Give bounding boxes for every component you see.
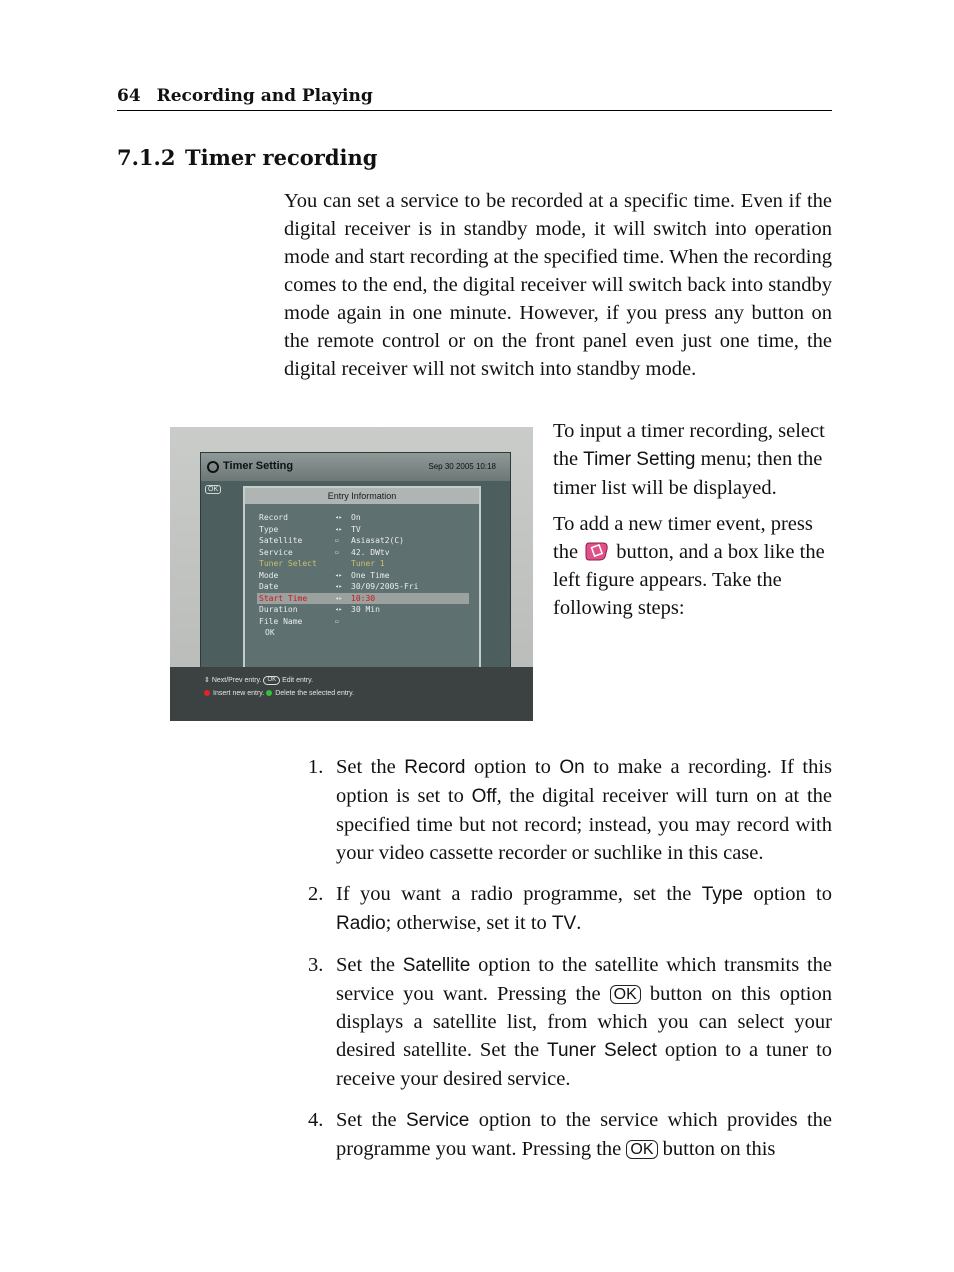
list-item xyxy=(308,1106,832,1163)
footer-insert: Insert new entry. xyxy=(213,690,265,697)
entry-label: Type xyxy=(259,524,279,534)
entry-value: On xyxy=(351,513,361,522)
red-function-button-icon xyxy=(585,541,609,561)
screen-datetime: Sep 30 2005 10:18 xyxy=(428,462,496,471)
entry-value: 30 Min xyxy=(351,605,380,614)
option-name: Satellite xyxy=(402,955,471,976)
text: button, and a box like the left figure appears. Take the following steps: xyxy=(553,541,825,619)
up-down-icon: ⇕ xyxy=(204,677,212,684)
entry-row xyxy=(257,570,469,582)
entry-value: 10:30 xyxy=(351,593,376,603)
list-item xyxy=(308,951,832,1093)
screen-footer xyxy=(170,667,533,721)
arrows-icon: ◂▸ xyxy=(335,606,343,613)
entry-label: Mode xyxy=(259,570,279,580)
entry-row xyxy=(257,524,469,536)
entry-label: Service xyxy=(259,547,293,557)
entry-label: OK xyxy=(265,628,275,637)
entry-label: Date xyxy=(259,582,279,591)
section-title: Timer recording xyxy=(185,145,378,170)
entry-row-selected xyxy=(257,593,469,605)
entry-label: Satellite xyxy=(259,536,303,545)
red-dot-icon xyxy=(204,690,210,696)
arrows-icon: ◂▸ xyxy=(335,583,343,590)
step-number: 2. xyxy=(308,883,324,905)
entry-row xyxy=(257,616,469,628)
menu-name-timer-setting: Timer Setting xyxy=(583,449,696,470)
step-number: 3. xyxy=(308,954,324,976)
entry-row xyxy=(257,512,469,524)
ok-button-icon: OK xyxy=(626,1140,657,1159)
clock-icon xyxy=(207,461,219,473)
ok-button-icon: OK xyxy=(610,985,641,1004)
entry-value: Tuner 1 xyxy=(351,559,385,568)
footer-next-prev: Next/Prev entry. xyxy=(211,677,262,684)
dialog-title: Entry Information xyxy=(245,488,479,504)
entry-information-dialog xyxy=(243,486,481,678)
option-name: Tuner Select xyxy=(547,1040,657,1061)
text: Set the xyxy=(336,954,395,976)
option-value: On xyxy=(559,757,585,778)
text: To add a new timer event, press the xyxy=(553,513,813,563)
steps-list xyxy=(308,753,832,1176)
text: , the digital receiver will turn on at the specified time but not record; instead, you may record with your video cassette recorder or suchlike in this case. xyxy=(336,785,832,864)
text: If you want a radio programme, set the xyxy=(336,883,692,905)
text: menu; then the timer list will be displayed. xyxy=(553,448,823,499)
step-number: 4. xyxy=(308,1109,324,1131)
entry-row xyxy=(257,627,469,639)
ok-key-icon: OK xyxy=(263,676,280,685)
text: button on this xyxy=(662,1138,776,1160)
footer-line xyxy=(204,690,354,697)
entry-label: File Name xyxy=(259,616,303,626)
chapter-title: Recording and Playing xyxy=(156,86,373,106)
ok-key-icon: ▭ xyxy=(335,537,339,544)
text: to make a recording. If this option is set to xyxy=(336,756,833,807)
option-name: Type xyxy=(701,884,743,905)
screen-title-bar xyxy=(201,453,510,481)
footer-line xyxy=(204,676,313,685)
step-number: 1. xyxy=(308,756,324,778)
side-column xyxy=(553,417,843,630)
text: ; otherwise, set it to xyxy=(385,912,547,934)
entry-label: Duration xyxy=(259,605,298,614)
ok-tag: OK xyxy=(205,485,221,494)
text: option to xyxy=(753,883,833,905)
option-value: Off xyxy=(471,786,497,807)
entry-row xyxy=(257,604,469,616)
entry-label: Tuner Select xyxy=(259,559,317,568)
text: . xyxy=(576,912,582,934)
green-dot-icon xyxy=(266,690,272,696)
entry-value: Asiasat2(C) xyxy=(351,536,404,545)
entry-rows xyxy=(257,512,469,639)
entry-label: Record xyxy=(259,513,288,522)
list-item xyxy=(308,753,832,867)
text: option to xyxy=(473,756,551,778)
entry-value: TV xyxy=(351,524,361,534)
footer-edit: Edit entry. xyxy=(282,677,314,684)
entry-row xyxy=(257,558,469,570)
timer-setting-screenshot xyxy=(170,427,533,721)
text: button on this option displays a satellite list, from which you can select your desired satellite. Set the xyxy=(336,983,833,1061)
entry-row xyxy=(257,547,469,559)
entry-value: One Time xyxy=(351,570,390,580)
text: option to the satellite which transmits the service you want. Pressing the xyxy=(336,954,832,1005)
option-name: Service xyxy=(405,1110,470,1131)
text: Set the xyxy=(336,756,396,778)
arrows-icon: ◂▸ xyxy=(335,571,343,579)
text: Set the xyxy=(336,1109,397,1131)
entry-value: 42. DWtv xyxy=(351,547,390,557)
footer-delete: Delete the selected entry. xyxy=(275,690,355,697)
option-value: Radio xyxy=(336,913,386,934)
side-paragraph-2 xyxy=(553,510,843,622)
ok-key-icon: ▭ xyxy=(335,548,339,556)
option-name: Record xyxy=(404,757,466,778)
intro-paragraph: You can set a service to be recorded at a specific time. Even if the digital receiver is in standby mode, it will switch into operation mode and start recording at the specified time. When the recording comes to the end, the digital receiver will switch back into standby mode again in one minute. However, if you press any button on the remote control or on the front panel even just one time, the digital receiver will not switch into standby mode. xyxy=(284,190,832,380)
entry-value: 30/09/2005-Fri xyxy=(351,582,419,591)
running-head xyxy=(117,86,832,111)
text: To input a timer recording, select the xyxy=(553,420,825,470)
text: option to a tuner to receive your desired service. xyxy=(336,1039,833,1090)
arrows-icon: ◂▸ xyxy=(335,525,343,533)
entry-row xyxy=(257,535,469,547)
section-heading xyxy=(117,145,377,170)
arrows-icon: ◂▸ xyxy=(335,514,343,521)
entry-label: Start Time xyxy=(259,593,308,603)
text: option to the service which provides the programme you want. Pressing the xyxy=(336,1109,833,1160)
list-item xyxy=(308,880,832,938)
page-number: 64 xyxy=(117,86,141,106)
screen-title: Timer Setting xyxy=(223,460,294,472)
option-value: TV xyxy=(551,913,577,934)
entry-row xyxy=(257,581,469,593)
section-number: 7.1.2 xyxy=(117,145,176,170)
ok-key-icon: ▭ xyxy=(335,617,339,625)
side-paragraph-1 xyxy=(553,417,843,502)
timer-setting-panel xyxy=(200,452,511,692)
arrows-icon: ◂▸ xyxy=(335,594,343,602)
